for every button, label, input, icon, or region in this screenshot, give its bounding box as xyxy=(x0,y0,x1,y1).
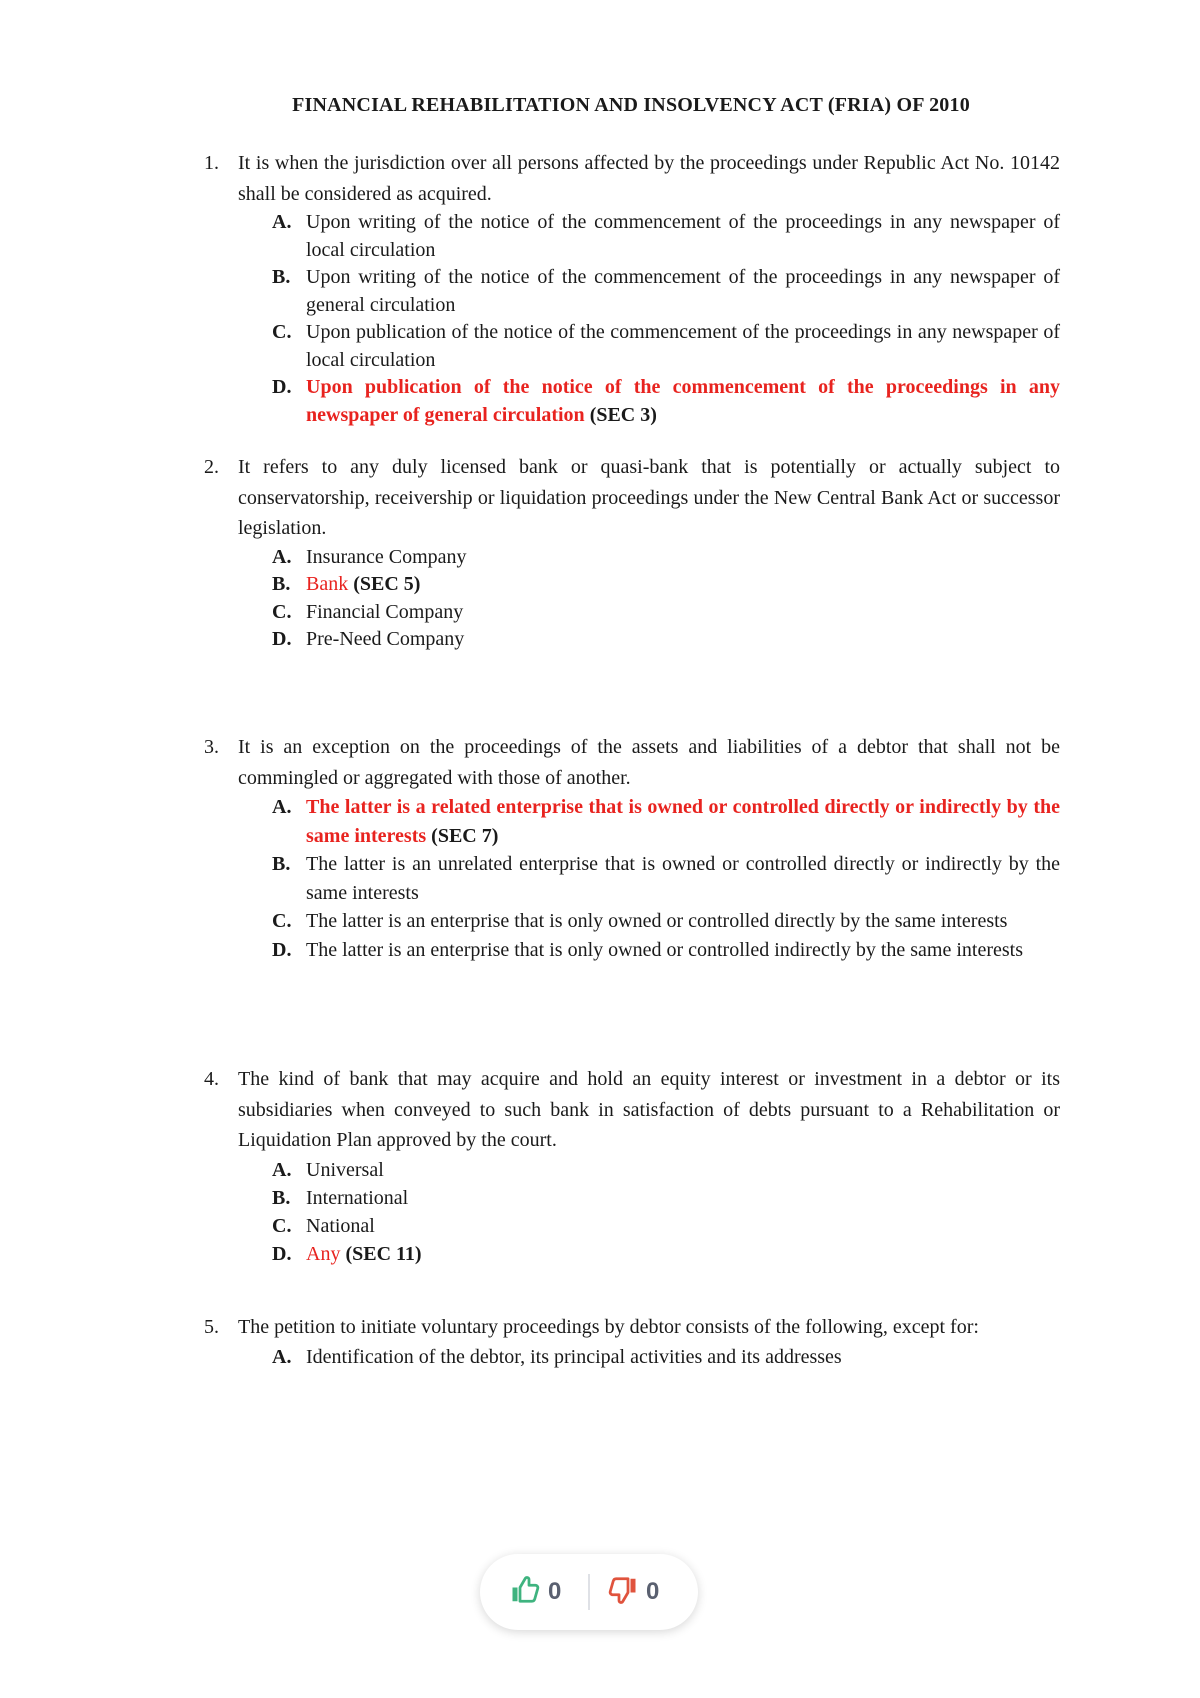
option-b-correct xyxy=(272,571,1060,599)
question-1 xyxy=(204,148,1060,429)
section-reference: (SEC 11) xyxy=(340,1242,422,1265)
option-b xyxy=(272,264,1060,319)
correct-answer-text: The latter is a related enterprise that is owned or controlled directly or indirectly by the same interests xyxy=(306,796,1060,847)
option-letter: C. xyxy=(272,1214,292,1237)
option-b xyxy=(272,850,1060,907)
option-text: Upon writing of the notice of the commencement of the proceedings in any newspaper of general circulation xyxy=(306,266,1060,316)
upvote-button[interactable] xyxy=(510,1574,561,1610)
correct-answer-text: Bank xyxy=(306,573,349,595)
option-text: Upon publication of the notice of the commencement of the proceedings in any newspaper of local circulation xyxy=(306,321,1060,371)
correct-answer-text: Any xyxy=(306,1242,341,1265)
question-text: It is an exception on the proceedings of the assets and liabilities of a debtor that shall not be commingled or aggregated with those of another. xyxy=(238,736,1060,789)
downvote-button[interactable] xyxy=(608,1574,659,1610)
question-4 xyxy=(204,1064,1060,1268)
option-letter: A. xyxy=(272,1345,292,1368)
question-text: It is when the jurisdiction over all persons affected by the proceedings under Republic Act No. 10142 shall be considered as acquired. xyxy=(238,152,1060,205)
option-text: The latter is an enterprise that is only owned or controlled indirectly by the same interests xyxy=(306,938,1024,961)
option-letter: B. xyxy=(272,266,291,288)
option-a xyxy=(272,544,1060,572)
option-letter: D. xyxy=(272,1242,292,1265)
question-number: 5. xyxy=(204,1316,219,1338)
option-letter: C. xyxy=(272,600,292,623)
option-c xyxy=(272,319,1060,374)
question-text: The petition to initiate voluntary proceedings by debtor consists of the following, except for: xyxy=(238,1316,979,1338)
option-letter: B. xyxy=(272,573,291,595)
question-number: 1. xyxy=(204,152,219,174)
vote-widget xyxy=(480,1554,698,1630)
option-c xyxy=(272,599,1060,627)
option-b xyxy=(272,1184,1060,1212)
option-c xyxy=(272,907,1060,936)
question-5 xyxy=(204,1312,1060,1371)
option-text: Pre-Need Company xyxy=(306,628,465,650)
option-d xyxy=(272,936,1060,965)
question-text: It refers to any duly licensed bank or quasi-bank that is potentially or actually subject to conservatorship, receivership or liquidation proceedings under the New Central Bank Act or successor legislation. xyxy=(238,456,1060,539)
option-letter: C. xyxy=(272,321,292,343)
option-text: Universal xyxy=(306,1158,384,1181)
option-text: The latter is an enterprise that is only owned or controlled directly by the same interests xyxy=(306,910,1008,932)
section-reference: (SEC 3) xyxy=(584,403,657,426)
question-number: 3. xyxy=(204,736,219,758)
option-letter: D. xyxy=(272,376,292,398)
option-a xyxy=(272,1343,1060,1371)
question-text: The kind of bank that may acquire and hold an equity interest or investment in a debtor or its subsidiaries when conveyed to such bank in satisfaction of debts pursuant to a Rehabilitation or Liquidation Plan approved by the court. xyxy=(238,1068,1060,1151)
option-text: Financial Company xyxy=(306,600,464,623)
option-letter: B. xyxy=(272,1186,291,1209)
thumbs-down-icon xyxy=(608,1575,638,1610)
section-reference: (SEC 7) xyxy=(426,824,499,847)
question-number: 2. xyxy=(204,456,219,478)
option-c xyxy=(272,1212,1060,1240)
option-letter: C. xyxy=(272,910,292,932)
option-text: Upon writing of the notice of the commencement of the proceedings in any newspaper of local circulation xyxy=(306,211,1060,261)
vote-divider xyxy=(588,1574,590,1610)
upvote-count: 0 xyxy=(548,1578,562,1605)
option-d-correct xyxy=(272,1240,1060,1268)
option-letter: A. xyxy=(272,796,292,818)
question-3 xyxy=(204,732,1060,964)
option-text: The latter is an unrelated enterprise that is owned or controlled directly or indirectly by the same interests xyxy=(306,853,1060,904)
option-letter: D. xyxy=(272,628,292,650)
downvote-count: 0 xyxy=(646,1578,660,1605)
option-d-correct xyxy=(272,374,1060,429)
option-letter: A. xyxy=(272,545,292,568)
document-title: FINANCIAL REHABILITATION AND INSOLVENCY ACT (FRIA) OF 2010 xyxy=(292,94,970,116)
option-d xyxy=(272,626,1060,654)
option-text: National xyxy=(306,1214,375,1237)
correct-answer-text: Upon publication of the notice of the commencement of the proceedings in any newspaper of general circulation xyxy=(306,376,1060,426)
thumbs-up-icon xyxy=(510,1575,540,1610)
option-letter: A. xyxy=(272,211,292,233)
section-reference: (SEC 5) xyxy=(348,573,421,595)
option-a xyxy=(272,1156,1060,1184)
option-letter: B. xyxy=(272,853,291,875)
option-text: International xyxy=(306,1186,409,1209)
option-a-correct xyxy=(272,793,1060,850)
option-text: Insurance Company xyxy=(306,545,467,568)
question-2 xyxy=(204,452,1060,654)
option-a xyxy=(272,209,1060,264)
option-letter: A. xyxy=(272,1158,292,1181)
option-letter: D. xyxy=(272,938,292,961)
question-number: 4. xyxy=(204,1068,219,1090)
option-text: Identification of the debtor, its principal activities and its addresses xyxy=(306,1345,842,1368)
